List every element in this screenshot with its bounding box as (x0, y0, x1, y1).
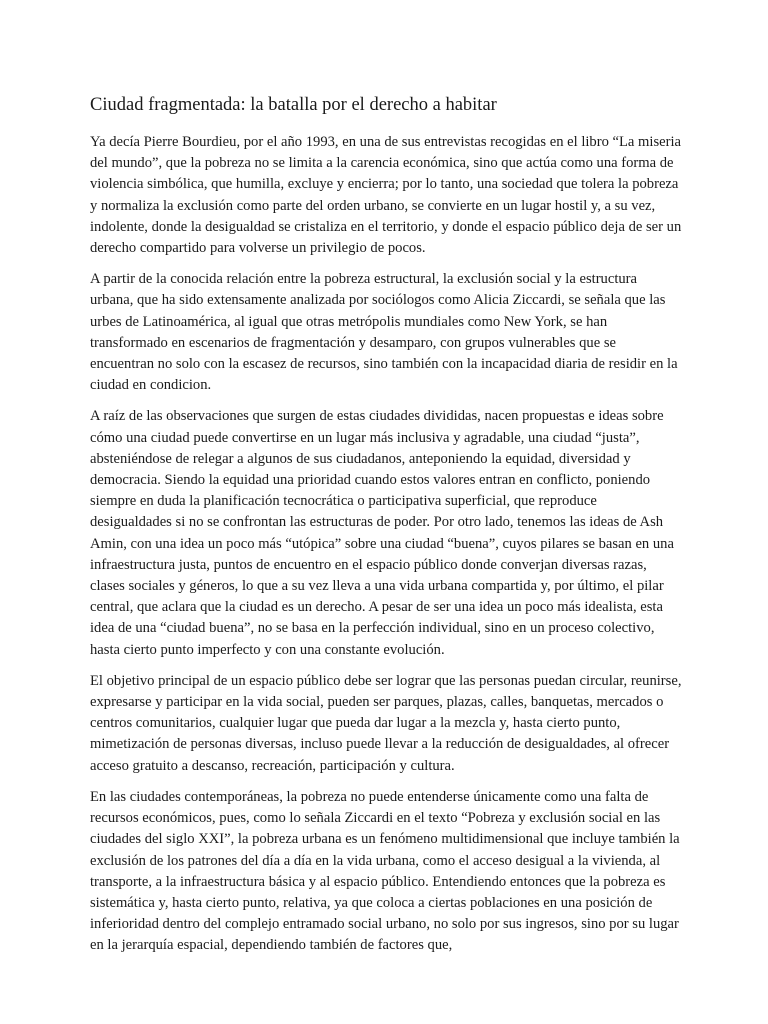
document-body (90, 92, 682, 967)
paragraph-2: A partir de la conocida relación entre la pobreza estructural, la exclusión social y la estructura urbana, que ha sido extensamente analizada por sociólogos como Alicia Ziccardi, se señala que las urbes de Latinoamérica, al igual que otras metrópolis mundiales como New York, se han transformado en escenarios de fragmentación y desamparo, con grupos vulnerables que se encuentran no solo con la escasez de recursos, sino también con la incapacidad diaria de residir en la ciudad en condicion. (90, 271, 678, 394)
paragraph-4: El objetivo principal de un espacio público debe ser lograr que las personas puedan circular, reunirse, expresarse y participar en la vida social, pueden ser parques, plazas, calles, banquetas, mercados o centros comunitarios, cualquier lugar que pueda dar lugar a la mezcla y, hasta cierto punto, mimetización de personas diversas, incluso puede llevar a la reducción de desigualdades, al ofrecer acceso gratuito a descanso, recreación, participación y cultura. (90, 672, 682, 774)
paragraph-5: En las ciudades contemporáneas, la pobreza no puede entenderse únicamente como una falta de recursos económicos, pues, como lo señala Ziccardi en el texto “Pobreza y exclusión social en las ciudades del siglo XXI”, la pobreza urbana es un fenómeno multidimensional que incluye también la exclusión de los patrones del día a día en la vida urbana, como el acceso desigual a la vivienda, al transporte, a la infraestructura básica y al espacio público. Entendiendo entonces que la pobreza es sistemática y, hasta cierto punto, relativa, ya que coloca a ciertas poblaciones en una posición de inferioridad dentro del complejo entramado social urbano, no solo por sus ingresos, sino por su lugar en la jerarquía espacial, dependiendo también de factores que, (90, 788, 680, 954)
paragraph-3: A raíz de las observaciones que surgen de estas ciudades divididas, nacen propuestas e ideas sobre cómo una ciudad puede convertirse en un lugar más inclusiva y agradable, una ciudad “justa”, absteniéndose de relegar a algunos de sus ciudadanos, anteponiendo la equidad, diversidad y democracia. Siendo la equidad una prioridad cuando estos valores entran en conflicto, poniendo siempre en duda la planificación tecnocrática o participativa superficial, que reproduce desigualdades si no se confrontan las estructuras de poder. Por otro lado, tenemos las ideas de Ash Amin, con una idea un poco más “utópica” sobre una ciudad “buena”, cuyos pilares se basan en una infraestructura justa, puntos de encuentro en el espacio público donde converjan diversas razas, clases sociales y géneros, lo que a su vez lleva a una vida urbana compartida y, por último, el pilar central, que aclara que la ciudad es un derecho. A pesar de ser una idea un poco más idealista, esta idea de una “ciudad buena”, no se basa en la perfección individual, sino en un proceso colectivo, hasta cierto punto imperfecto y con una constante evolución. (90, 408, 674, 658)
document-title: Ciudad fragmentada: la batalla por el derecho a habitar (90, 95, 497, 115)
paragraph-1: Ya decía Pierre Bourdieu, por el año 1993, en una de sus entrevistas recogidas en el libro “La miseria del mundo”, que la pobreza no se limita a la carencia económica, sino que actúa como una forma de violencia simbólica, que humilla, excluye y encierra; por lo tanto, una sociedad que tolera la pobreza y normaliza la exclusión como parte del orden urbano, se convierte en un lugar hostil y, a su vez, indolente, donde la desigualdad se cristaliza en el territorio, y donde el espacio público deja de ser un derecho compartido para volverse un privilegio de pocos. (90, 134, 682, 257)
